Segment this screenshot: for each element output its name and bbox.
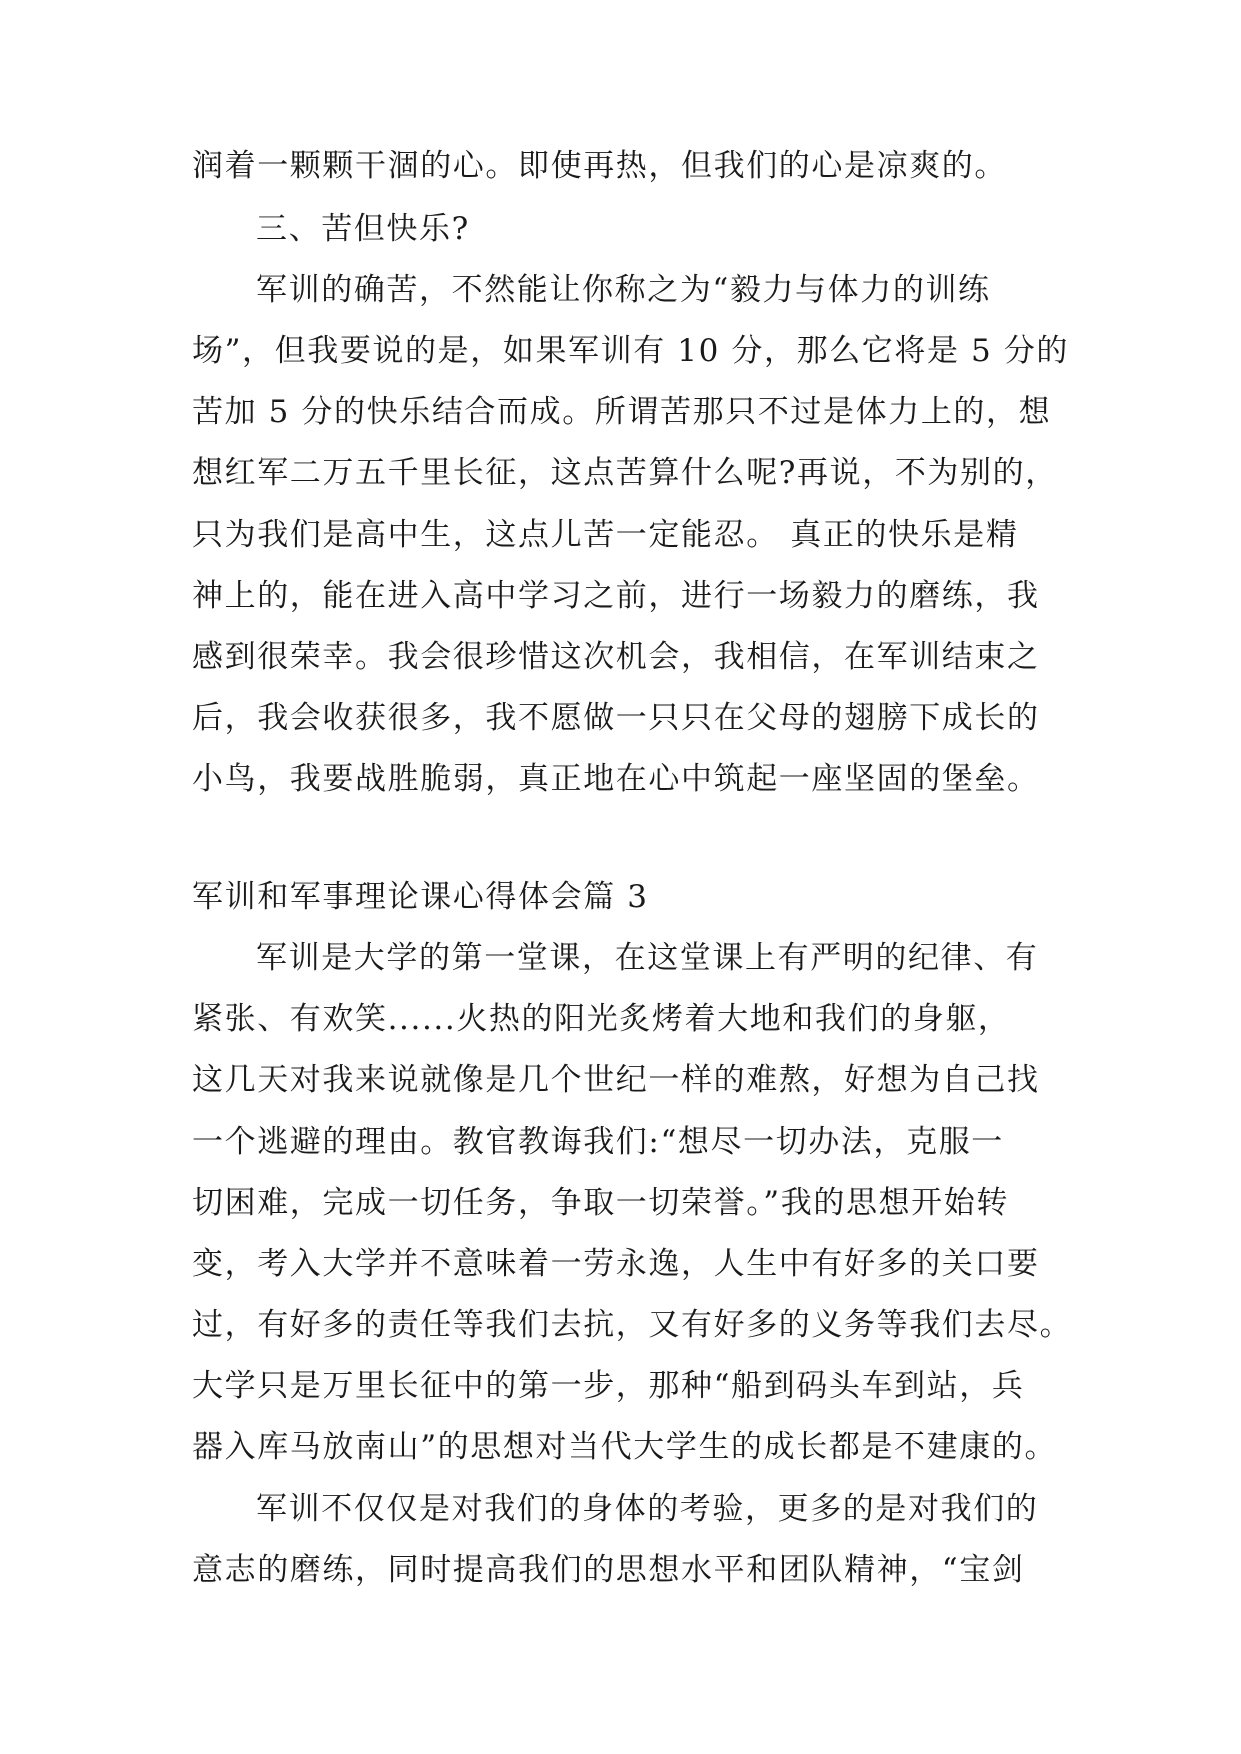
text-line: 一个逃避的理由。教官教诲我们:“想尽一切办法，克服一 (192, 1124, 1004, 1160)
text-line: 军训的确苦，不然能让你称之为“毅力与体力的训练 (256, 272, 991, 308)
text-line: 小鸟，我要战胜脆弱，真正地在心中筑起一座坚固的堡垒。 (192, 761, 1040, 797)
text-line: 切困难，完成一切任务，争取一切荣誉。”我的思想开始转 (192, 1185, 1009, 1221)
text-line: 紧张、有欢笑......火热的阳光炙烤着大地和我们的身躯， (192, 1001, 1011, 1037)
text-line: 感到很荣幸。我会很珍惜这次机会，我相信，在军训结束之 (192, 639, 1040, 675)
text-line: 变，考入大学并不意味着一劳永逸，人生中有好多的关口要 (192, 1246, 1040, 1282)
text-line: 过，有好多的责任等我们去抗，又有好多的义务等我们去尽。 (192, 1307, 1073, 1343)
text-line: 想红军二万五千里长征，这点苦算什么呢?再说，不为别的， (192, 455, 1058, 491)
text-line: 这几天对我来说就像是几个世纪一样的难熬，好想为自己找 (192, 1062, 1040, 1098)
text-line: 润着一颗颗干涸的心。即使再热，但我们的心是凉爽的。 (192, 148, 1007, 184)
text-line: 场”，但我要说的是，如果军训有 10 分，那么它将是 5 分的 (192, 333, 1070, 369)
text-line: 军训是大学的第一堂课，在这堂课上有严明的纪律、有 (256, 940, 1039, 976)
section-heading: 三、苦但快乐? (256, 211, 470, 247)
text-line: 神上的，能在进入高中学习之前，进行一场毅力的磨练，我 (192, 578, 1040, 614)
text-line: 大学只是万里长征中的第一步，那种“船到码头车到站，兵 (192, 1368, 1025, 1404)
text-line: 苦加 5 分的快乐结合而成。所谓苦那只不过是体力上的，想 (192, 394, 1052, 430)
text-line: 器入库马放南山”的思想对当代大学生的成长都是不建康的。 (192, 1429, 1058, 1465)
article-title: 军训和军事理论课心得体会篇 3 (192, 879, 649, 915)
text-line: 只为我们是高中生，这点儿苦一定能忍。 真正的快乐是精 (192, 517, 1019, 553)
text-line: 后，我会收获很多，我不愿做一只只在父母的翅膀下成长的 (192, 700, 1040, 736)
text-line: 军训不仅仅是对我们的身体的考验，更多的是对我们的 (256, 1491, 1039, 1527)
text-line: 意志的磨练，同时提高我们的思想水平和团队精神，“宝剑 (192, 1552, 1025, 1588)
